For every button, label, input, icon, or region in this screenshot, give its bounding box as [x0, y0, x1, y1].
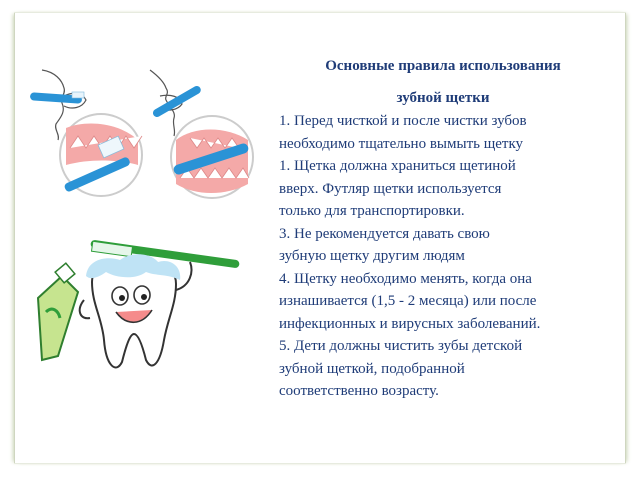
- rule-line: изнашивается (1,5 - 2 месяца) или после: [279, 293, 537, 309]
- rule-line: необходимо тщательно вымыть щетку: [279, 135, 524, 152]
- rule-line: вверх. Футляр щетки используется: [279, 180, 502, 197]
- title-line-2: зубной щетки: [396, 90, 490, 106]
- rule-line: инфекционных и вирусных заболеваний.: [279, 315, 541, 332]
- toothbrush-blue-left: [30, 92, 84, 104]
- brushing-circle-right: [171, 116, 253, 198]
- brushing-circle-left: [60, 114, 142, 196]
- rule-line: зубной щеткой, подобранной: [279, 360, 465, 377]
- rule-line: соответственно возрасту.: [279, 383, 439, 399]
- rule-line: зубную щетку другим людям: [279, 248, 465, 264]
- rule-line: 4. Щетку необходимо менять, когда она: [279, 270, 532, 287]
- toothpaste-tube: [38, 263, 78, 360]
- rule-line: 1. Перед чисткой и после чистки зубов: [279, 113, 527, 129]
- rule-line: только для транспортировки.: [279, 203, 465, 219]
- rule-line: 1. Щетка должна храниться щетиной: [279, 158, 516, 174]
- toothbrush-blue-right-top: [151, 85, 202, 119]
- cartoon-tooth: [80, 254, 192, 367]
- rules-list: [279, 110, 624, 403]
- rule-line: 5. Дети должны чистить зубы детской: [279, 338, 523, 354]
- title-line-1: Основные правила использования: [325, 58, 561, 74]
- rule-line: 3. Не рекомендуется давать свою: [279, 225, 490, 242]
